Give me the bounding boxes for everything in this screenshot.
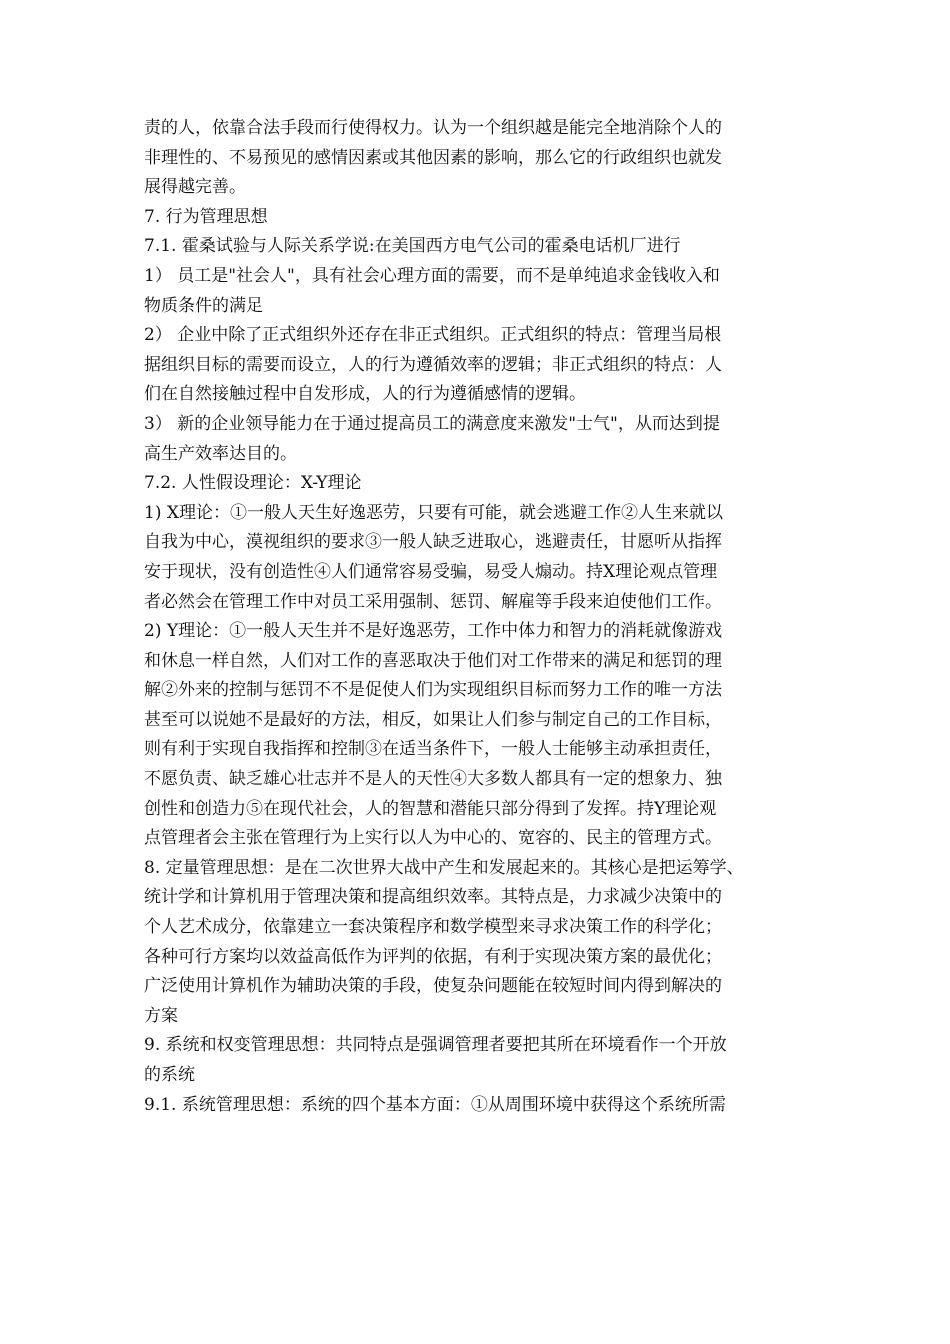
text-line: 则有利于实现自我指挥和控制③在适当条件下，一般人士能够主动承担责任， — [144, 739, 722, 760]
text-line: 方案 — [144, 1005, 178, 1026]
text-line: 自我为中心，漠视组织的要求③一般人缺乏进取心，逃避责任，甘愿听从指挥 — [144, 532, 722, 553]
text-line: 创性和创造力⑤在现代社会，人的智慧和潜能只部分得到了发挥。持Y理论观 — [144, 798, 717, 819]
text-line: 非理性的、不易预见的感情因素或其他因素的影响，那么它的行政组织也就发 — [144, 147, 722, 168]
document-body — [144, 114, 814, 1120]
text-line: 展得越完善。 — [144, 177, 246, 198]
text-line: 统计学和计算机用于管理决策和提高组织效率。其特点是，力求减少决策中的 — [144, 887, 722, 908]
subsection-heading-7-2: 7.2. 人性假设理论：X-Y理论 — [144, 473, 362, 494]
text-line: 和休息一样自然，人们对工作的喜恶取决于他们对工作带来的满足和惩罚的理 — [144, 650, 722, 671]
text-line: 广泛使用计算机作为辅助决策的手段，使复杂问题能在较短时间内得到解决的 — [144, 976, 722, 997]
text-line: 们在自然接触过程中自发形成，人的行为遵循感情的逻辑。 — [144, 384, 586, 405]
subsection-heading-9-1: 9.1. 系统管理思想：系统的四个基本方面：①从周围环境中获得这个系统所需 — [144, 1094, 726, 1115]
text-line: 甚至可以说她不是最好的方法，相反，如果让人们参与制定自己的工作目标， — [144, 709, 722, 730]
text-line: 各种可行方案均以效益高低作为评判的依据，有利于实现决策方案的最优化； — [144, 946, 722, 967]
subsection-heading-7-1: 7.1. 霍桑试验与人际关系学说:在美国西方电气公司的霍桑电话机厂进行 — [144, 236, 681, 257]
section-heading-8: 8. 定量管理思想：是在二次世界大战中产生和发展起来的。其核心是把运筹学、 — [144, 857, 744, 878]
text-line: 者必然会在管理工作中对员工采用强制、惩罚、解雇等手段来迫使他们工作。 — [144, 591, 722, 612]
text-line: 3） 新的企业领导能力在于通过提高员工的满意度来激发"士气"，从而达到提 — [144, 413, 720, 434]
section-heading-7: 7. 行为管理思想 — [144, 206, 268, 227]
text-line: 的系统 — [144, 1065, 195, 1085]
section-heading-9: 9. 系统和权变管理思想：共同特点是强调管理者要把其所在环境看作一个开放 — [144, 1035, 727, 1056]
text-line: 物质条件的满足 — [144, 295, 263, 316]
text-line: 点管理者会主张在管理行为上实行以人为中心的、宽容的、民主的管理方式。 — [144, 828, 722, 849]
text-line: 2） 企业中除了正式组织外还存在非正式组织。正式组织的特点：管理当局根 — [144, 325, 722, 346]
text-line: 不愿负责、缺乏雄心壮志并不是人的天性④大多数人都具有一定的想象力、独 — [144, 769, 722, 790]
text-line: 1） 员工是"社会人"，具有社会心理方面的需要，而不是单纯追求金钱收入和 — [144, 265, 720, 286]
text-line: 解②外来的控制与惩罚不不是促使人们为实现组织目标而努力工作的唯一方法 — [144, 680, 722, 701]
text-line: 高生产效率达目的。 — [144, 443, 297, 464]
text-line: 责的人，依靠合法手段而行使得权力。认为一个组织越是能完全地消除个人的 — [144, 118, 722, 138]
text-line: 个人艺术成分，依靠建立一套决策程序和数学模型来寻求决策工作的科学化； — [144, 917, 722, 938]
text-line: 据组织目标的需要而设立，人的行为遵循效率的逻辑；非正式组织的特点：人 — [144, 354, 722, 375]
text-line: 1) X理论：①一般人天生好逸恶劳，只要有可能，就会逃避工作②人生来就以 — [144, 502, 723, 523]
text-line: 安于现状，没有创造性④人们通常容易受骗，易受人煽动。持X理论观点管理 — [144, 561, 718, 582]
text-line: 2) Y理论：①一般人天生并不是好逸恶劳，工作中体力和智力的消耗就像游戏 — [144, 621, 723, 642]
